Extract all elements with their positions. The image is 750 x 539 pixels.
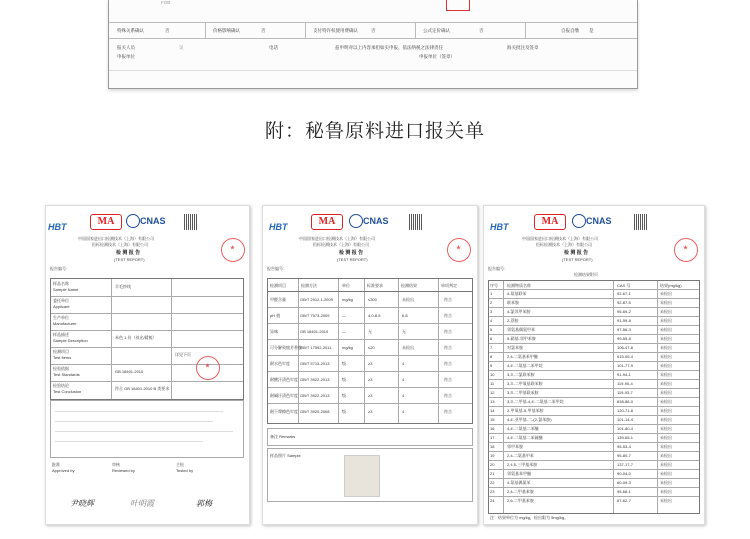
ma-logo: MA	[534, 214, 566, 230]
table-cell: 4-氨基联苯	[507, 291, 527, 296]
table-cell: 检测项目	[53, 349, 69, 354]
table-cell: mg/kg	[342, 345, 353, 350]
table-cell: 符合	[444, 409, 452, 414]
table-cell: GB 18401-2010	[300, 329, 329, 334]
table-cell: —	[342, 313, 346, 318]
lab-seal-icon	[447, 238, 471, 262]
table-cell: 未检出	[660, 435, 672, 440]
table-cell: 615-05-4	[617, 354, 634, 359]
table-cell: 4,4'-二氨基二苯醚	[507, 426, 539, 431]
table-cell: 未检出	[660, 426, 672, 431]
table-cell: 生产单位	[53, 315, 69, 320]
table-cell: 3,3'-二甲基-4,4'-二氨基二苯甲烷	[507, 399, 564, 404]
table-cell: 未检出	[660, 444, 672, 449]
test-report-1	[45, 205, 250, 525]
table-cell: 级	[342, 393, 346, 398]
table-cell: 13	[490, 399, 495, 404]
table-cell: mg/kg	[342, 297, 353, 302]
table-row-divider	[489, 406, 699, 407]
table-cell: 样品描述	[53, 332, 69, 337]
table-cell: 4	[402, 409, 405, 414]
column-header: 检测物质名称	[507, 283, 531, 288]
lab-name-2: 恒标检测技术（上海）有限公司	[92, 242, 148, 247]
column-header: 结果(mg/kg)	[660, 283, 682, 288]
table-cell: Test Items	[53, 355, 72, 360]
cnas-logo: CNAS	[140, 216, 166, 226]
notes-box	[50, 400, 244, 458]
customs-declaration-form: FOB 特殊关系确认 否 价格影响确认 否 支付特许权使用费确认 否 公式定价确认 否 自报自缴 是 报关人员 吴 电话 兹申明对以上内容承担如实申报、依法纳税之法律责任 海关批注及签章 申报单位 申报单位（签章）	[108, 0, 638, 89]
table-cell: 5-硝基-邻甲苯胺	[507, 336, 536, 341]
qr-code-icon	[184, 214, 198, 230]
special-relation-label: 特殊关系确认	[117, 28, 144, 33]
table-cell: 未检出	[660, 480, 672, 485]
table-cell: 92-87-5	[617, 300, 631, 305]
table-cell: 95-69-2	[617, 309, 631, 314]
section-title: 检测结果附页	[574, 272, 598, 277]
signature-tested: 郭梅	[196, 499, 212, 508]
table-cell: 邻氨基偶氮甲苯	[507, 327, 535, 332]
table-cell: 95-68-1	[617, 489, 631, 494]
report-title: 检 测 报 告	[564, 250, 589, 256]
table-cell: 无	[402, 329, 406, 334]
hbt-logo: HBT	[48, 222, 67, 232]
table-cell: 未检出	[660, 471, 672, 476]
table-cell: 异味	[270, 329, 278, 334]
table-row-divider	[489, 361, 699, 362]
report-1-table	[50, 278, 244, 400]
table-row-divider	[489, 397, 699, 398]
table-row-divider	[489, 415, 699, 416]
table-cell: 羊毛纱线	[115, 284, 131, 289]
cnas-logo: CNAS	[363, 216, 389, 226]
table-row-divider	[489, 343, 699, 344]
declaration-statement: 兹申明对以上内容承担如实申报、依法纳税之法律责任	[335, 45, 443, 50]
table-cell: 未检出	[660, 408, 672, 413]
table-row-divider	[489, 433, 699, 434]
cnas-seal-icon	[349, 214, 363, 228]
table-cell: 2-萘胺	[507, 318, 519, 323]
lab-name-cn: 中国国家进出口检测技术（上海）有限公司	[522, 236, 598, 241]
table-cell: 未检出	[402, 345, 414, 350]
table-row-divider	[489, 307, 699, 308]
table-cell: 3	[490, 309, 493, 314]
table-cell: 119-90-4	[617, 381, 633, 386]
column-header: 标准要求	[367, 283, 383, 288]
table-cell: Sample Name	[53, 287, 79, 292]
table-cell: GB/T 7573-2009	[300, 313, 330, 318]
report-number-label: 报告编号：	[50, 266, 70, 271]
table-cell: 检验结论	[53, 383, 69, 388]
table-cell: 95-53-4	[617, 444, 631, 449]
table-cell: 级	[342, 377, 346, 382]
approval-seal-icon	[196, 356, 220, 380]
table-cell: Manufacturer	[53, 321, 77, 326]
table-cell: 未检出	[660, 309, 672, 314]
table-cell: 符合	[444, 361, 452, 366]
table-cell: 120-71-8	[617, 408, 634, 413]
column-header: 检测项目	[270, 283, 286, 288]
table-cell: 2,4-二氨基甲苯	[507, 453, 534, 458]
table-cell: 1	[490, 291, 493, 296]
formula-price-label: 公式定价确认	[423, 28, 450, 33]
report-2-table	[267, 278, 473, 424]
table-row-divider	[489, 451, 699, 452]
table-cell: 91-94-1	[617, 372, 631, 377]
table-cell: 95-80-7	[617, 453, 631, 458]
table-cell: 97-56-3	[617, 327, 631, 332]
table-cell: 未检出	[660, 498, 672, 503]
table-cell: 22	[490, 480, 495, 485]
table-cell: 详见下页	[175, 352, 191, 357]
table-cell: 未检出	[660, 318, 672, 323]
lab-name-cn: 中国国家进出口检测技术（上海）有限公司	[78, 236, 154, 241]
table-cell: 101-80-4	[617, 426, 634, 431]
table-cell: pH 值	[270, 313, 281, 318]
table-cell: 甲醛含量	[270, 297, 286, 302]
table-cell: 8	[490, 354, 493, 359]
column-header: CAS 号	[617, 283, 631, 288]
table-cell: 106-47-8	[617, 345, 634, 350]
table-cell: Test Standards	[53, 372, 80, 377]
table-cell: 符合	[444, 393, 452, 398]
report-3-table	[488, 280, 700, 514]
table-cell: ≥3	[368, 393, 373, 398]
table-cell: 无	[368, 329, 372, 334]
test-report-3	[483, 205, 705, 525]
table-cell: 137-17-7	[617, 462, 634, 467]
table-cell: 60-09-3	[617, 480, 631, 485]
price-effect-value: 否	[261, 28, 266, 33]
customs-note-label: 海关批注及签章	[507, 45, 539, 50]
table-cell: 未检出	[660, 354, 672, 359]
table-cell: 9	[490, 363, 493, 368]
table-cell: 可分解致癌芳香胺	[270, 345, 302, 350]
table-cell: 耐干摩擦色牢度	[270, 409, 298, 414]
table-cell: 米色 1 份（丝光/精梳）	[115, 335, 157, 340]
table-cell: 样品名称	[53, 281, 69, 286]
table-cell: 4	[402, 361, 405, 366]
royalty-label: 支付特许权使用费确认	[313, 28, 358, 33]
table-cell: 未检出	[660, 291, 672, 296]
column-header: 序号	[490, 283, 498, 288]
remarks-box	[267, 428, 473, 446]
table-cell: 119-93-7	[617, 390, 633, 395]
table-cell: 90-04-0	[617, 471, 631, 476]
table-cell: 检验依据	[53, 366, 69, 371]
table-cell: 4	[490, 318, 493, 323]
table-cell: 91-59-8	[617, 318, 631, 323]
table-cell: 18	[490, 444, 495, 449]
report-number-label: 报告编号：	[267, 266, 287, 271]
table-cell: 符合	[444, 329, 452, 334]
sample-photo-box	[267, 448, 473, 502]
table-row-divider	[489, 424, 699, 425]
lab-name-2: 恒标检测技术（上海）有限公司	[536, 242, 592, 247]
table-cell: GB/T 3922-2013	[300, 393, 330, 398]
report-number-label: 报告编号：	[488, 266, 508, 271]
table-cell: ≥3	[368, 361, 373, 366]
table-cell: 2-甲氧基-5-甲基苯胺	[507, 408, 544, 413]
hbt-logo: HBT	[490, 222, 509, 232]
table-row-divider	[489, 334, 699, 335]
table-cell: 15	[490, 417, 495, 422]
table-cell: 未检出	[660, 372, 672, 377]
table-cell: 14	[490, 408, 495, 413]
table-cell: 级	[342, 361, 346, 366]
table-cell: 未检出	[660, 327, 672, 332]
table-cell: 未检出	[660, 399, 672, 404]
table-cell: 87-62-7	[617, 498, 631, 503]
table-cell: 23	[490, 489, 495, 494]
table-row-divider	[489, 487, 699, 488]
declarant-label: 报关人员	[117, 45, 135, 50]
report-title: 检 测 报 告	[116, 250, 141, 256]
table-cell: 838-88-0	[617, 399, 634, 404]
table-cell: 24	[490, 498, 495, 503]
formula-price-value: 否	[479, 28, 484, 33]
table-cell: 符合	[444, 313, 452, 318]
table-cell: 2,4-二甲基苯胺	[507, 489, 534, 494]
table-cell: 3,3'-二氯联苯胺	[507, 372, 535, 377]
table-cell: 101-14-4	[617, 417, 634, 422]
column-header: 单位	[342, 283, 350, 288]
table-cell: 4-氯邻甲苯胺	[507, 309, 531, 314]
table-cell: 3,3'-二甲氧基联苯胺	[507, 381, 543, 386]
table-cell: 符合	[444, 345, 452, 350]
table-cell: 101-77-9	[617, 363, 634, 368]
table-cell: 未检出	[660, 336, 672, 341]
table-cell: GB 18401-2010	[115, 369, 144, 374]
table-cell: 级	[342, 409, 346, 414]
table-cell: 6.8	[402, 313, 408, 318]
table-row-divider	[489, 496, 699, 497]
self-declare-label: 自报自缴	[561, 28, 579, 33]
lab-name-2: 恒标检测技术（上海）有限公司	[313, 242, 369, 247]
remarks-label: 备注 Remarks	[270, 434, 296, 439]
table-cell: 16	[490, 426, 495, 431]
report-subtitle: (TEST REPORT)	[114, 257, 145, 262]
table-cell: 未检出	[660, 390, 672, 395]
table-cell: 4,4'-二氨基二苯硫醚	[507, 435, 543, 440]
cnas-seal-icon	[126, 214, 140, 228]
table-cell: 未检出	[660, 489, 672, 494]
reviewed-label-en: Reviewed by	[112, 468, 135, 473]
self-declare-value: 是	[589, 28, 594, 33]
table-cell: GB/T 3920-2008	[300, 409, 330, 414]
signature-approved: 尹晓辉	[70, 499, 94, 508]
report-title: 检 测 报 告	[339, 250, 364, 256]
table-cell: GB/T 3922-2013	[300, 377, 330, 382]
table-cell: 未检出	[660, 453, 672, 458]
table-cell: 邻氨基苯甲醚	[507, 471, 531, 476]
page-caption: 附：秘鲁原料进口报关单	[264, 121, 485, 142]
table-cell: 7	[490, 345, 493, 350]
table-cell: 未检出	[660, 381, 672, 386]
lab-seal-icon	[221, 238, 245, 262]
table-cell: 4	[402, 377, 405, 382]
table-cell: 20	[490, 462, 495, 467]
royalty-value: 否	[371, 28, 376, 33]
table-cell: 139-65-1	[617, 435, 634, 440]
ma-logo: MA	[90, 214, 122, 230]
table-cell: 未检出	[402, 297, 414, 302]
report-subtitle: (TEST REPORT)	[562, 257, 593, 262]
phone-label: 电话	[269, 45, 278, 50]
table-cell: 符合 GB 18401-2010 B 类要求	[115, 386, 170, 391]
report-subtitle: (TEST REPORT)	[337, 257, 368, 262]
footnote: 注：结果单位为 mg/kg，检出限为 5mg/kg。	[490, 515, 569, 520]
tested-label: 主检	[176, 462, 184, 467]
table-cell: ≤300	[368, 297, 377, 302]
lab-seal-icon	[674, 238, 698, 262]
sample-photo	[344, 455, 380, 497]
photo-label: 样品照片 Sample	[270, 453, 301, 458]
table-cell: 耐水色牢度	[270, 361, 290, 366]
table-cell: GB/T 2912.1-2009	[300, 297, 333, 302]
cnas-seal-icon	[572, 214, 586, 228]
table-cell: 2,4-二氨基苯甲醚	[507, 354, 538, 359]
column-header: 检测结果	[401, 283, 417, 288]
column-header: 检测方法	[301, 283, 317, 288]
table-cell: —	[342, 329, 346, 334]
table-cell: 3,3'-二甲基联苯胺	[507, 390, 539, 395]
approved-label-en: Approved by	[52, 468, 75, 473]
table-cell: 11	[490, 381, 495, 386]
test-report-2	[262, 205, 478, 525]
table-row-divider	[489, 298, 699, 299]
table-cell: 21	[490, 471, 495, 476]
table-cell: 未检出	[660, 462, 672, 467]
ma-logo: MA	[311, 214, 343, 230]
table-cell: 耐酸汗渍色牢度	[270, 377, 298, 382]
table-row-divider	[489, 370, 699, 371]
tested-label-en: Tested by	[176, 468, 194, 473]
table-cell: 5	[490, 327, 493, 332]
table-cell: 4	[402, 393, 405, 398]
table-cell: GB/T 5713-2013	[300, 361, 330, 366]
signature-reviewed: 叶明霞	[130, 499, 154, 508]
table-cell: ≤20	[368, 345, 375, 350]
table-cell: ≥3	[368, 377, 373, 382]
table-row-divider	[489, 469, 699, 470]
table-row-divider	[489, 379, 699, 380]
table-cell: 符合	[444, 297, 452, 302]
table-cell: 4.0-8.5	[368, 313, 381, 318]
table-row-divider	[489, 325, 699, 326]
table-cell: 未检出	[660, 363, 672, 368]
table-cell: 委托单位	[53, 298, 69, 303]
table-row-divider	[489, 442, 699, 443]
declarant-unit-label: 申报单位	[117, 54, 135, 59]
price-effect-label: 价格影响确认	[213, 28, 240, 33]
table-cell: 99-55-8	[617, 336, 631, 341]
unit-seal-label: 申报单位（签章）	[419, 54, 455, 59]
table-cell: GB/T 17592-2011	[300, 345, 332, 350]
table-cell: ≥3	[368, 409, 373, 414]
table-cell: 4,4'-亚甲基-二-(2-氯苯胺)	[507, 417, 552, 422]
table-cell: 2,6-二甲基苯胺	[507, 498, 534, 503]
table-cell: 4,4'-二氨基二苯甲烷	[507, 363, 543, 368]
table-cell: 4-氨基偶氮苯	[507, 480, 531, 485]
red-stamp-mark	[446, 0, 470, 11]
table-cell: 2,4,5-三甲基苯胺	[507, 462, 538, 467]
table-cell: 联苯胺	[507, 300, 519, 305]
table-cell: 未检出	[660, 300, 672, 305]
table-cell: 2	[490, 300, 493, 305]
table-cell: 邻甲苯胺	[507, 444, 523, 449]
table-cell: 10	[490, 372, 495, 377]
qr-code-icon	[634, 214, 648, 230]
table-cell: 未检出	[660, 345, 672, 350]
table-cell: 92-67-1	[617, 291, 631, 296]
table-cell: 对氯苯胺	[507, 345, 523, 350]
corner-label: FOB	[161, 0, 171, 5]
table-cell: 17	[490, 435, 495, 440]
column-header: 单项判定	[441, 283, 457, 288]
table-cell: 19	[490, 453, 495, 458]
cnas-logo: CNAS	[586, 216, 612, 226]
lab-name-cn: 中国国家进出口检测技术（上海）有限公司	[299, 236, 375, 241]
table-cell: 12	[490, 390, 495, 395]
table-row-divider	[489, 316, 699, 317]
table-row-divider	[489, 289, 699, 290]
table-cell: 符合	[444, 377, 452, 382]
table-cell: 耐碱汗渍色牢度	[270, 393, 298, 398]
special-relation-value: 否	[165, 28, 170, 33]
table-row-divider	[489, 388, 699, 389]
table-row-divider	[489, 460, 699, 461]
table-cell: Sample Description	[53, 338, 88, 343]
reviewed-label: 审核	[112, 462, 120, 467]
table-cell: Test Conclusion	[53, 389, 82, 394]
table-cell: 6	[490, 336, 493, 341]
qr-code-icon	[409, 214, 423, 230]
table-row-divider	[489, 352, 699, 353]
table-cell: 未检出	[660, 417, 672, 422]
table-row-divider	[489, 478, 699, 479]
approved-label: 批准	[52, 462, 60, 467]
hbt-logo: HBT	[269, 222, 288, 232]
table-cell: Applicant	[53, 304, 70, 309]
